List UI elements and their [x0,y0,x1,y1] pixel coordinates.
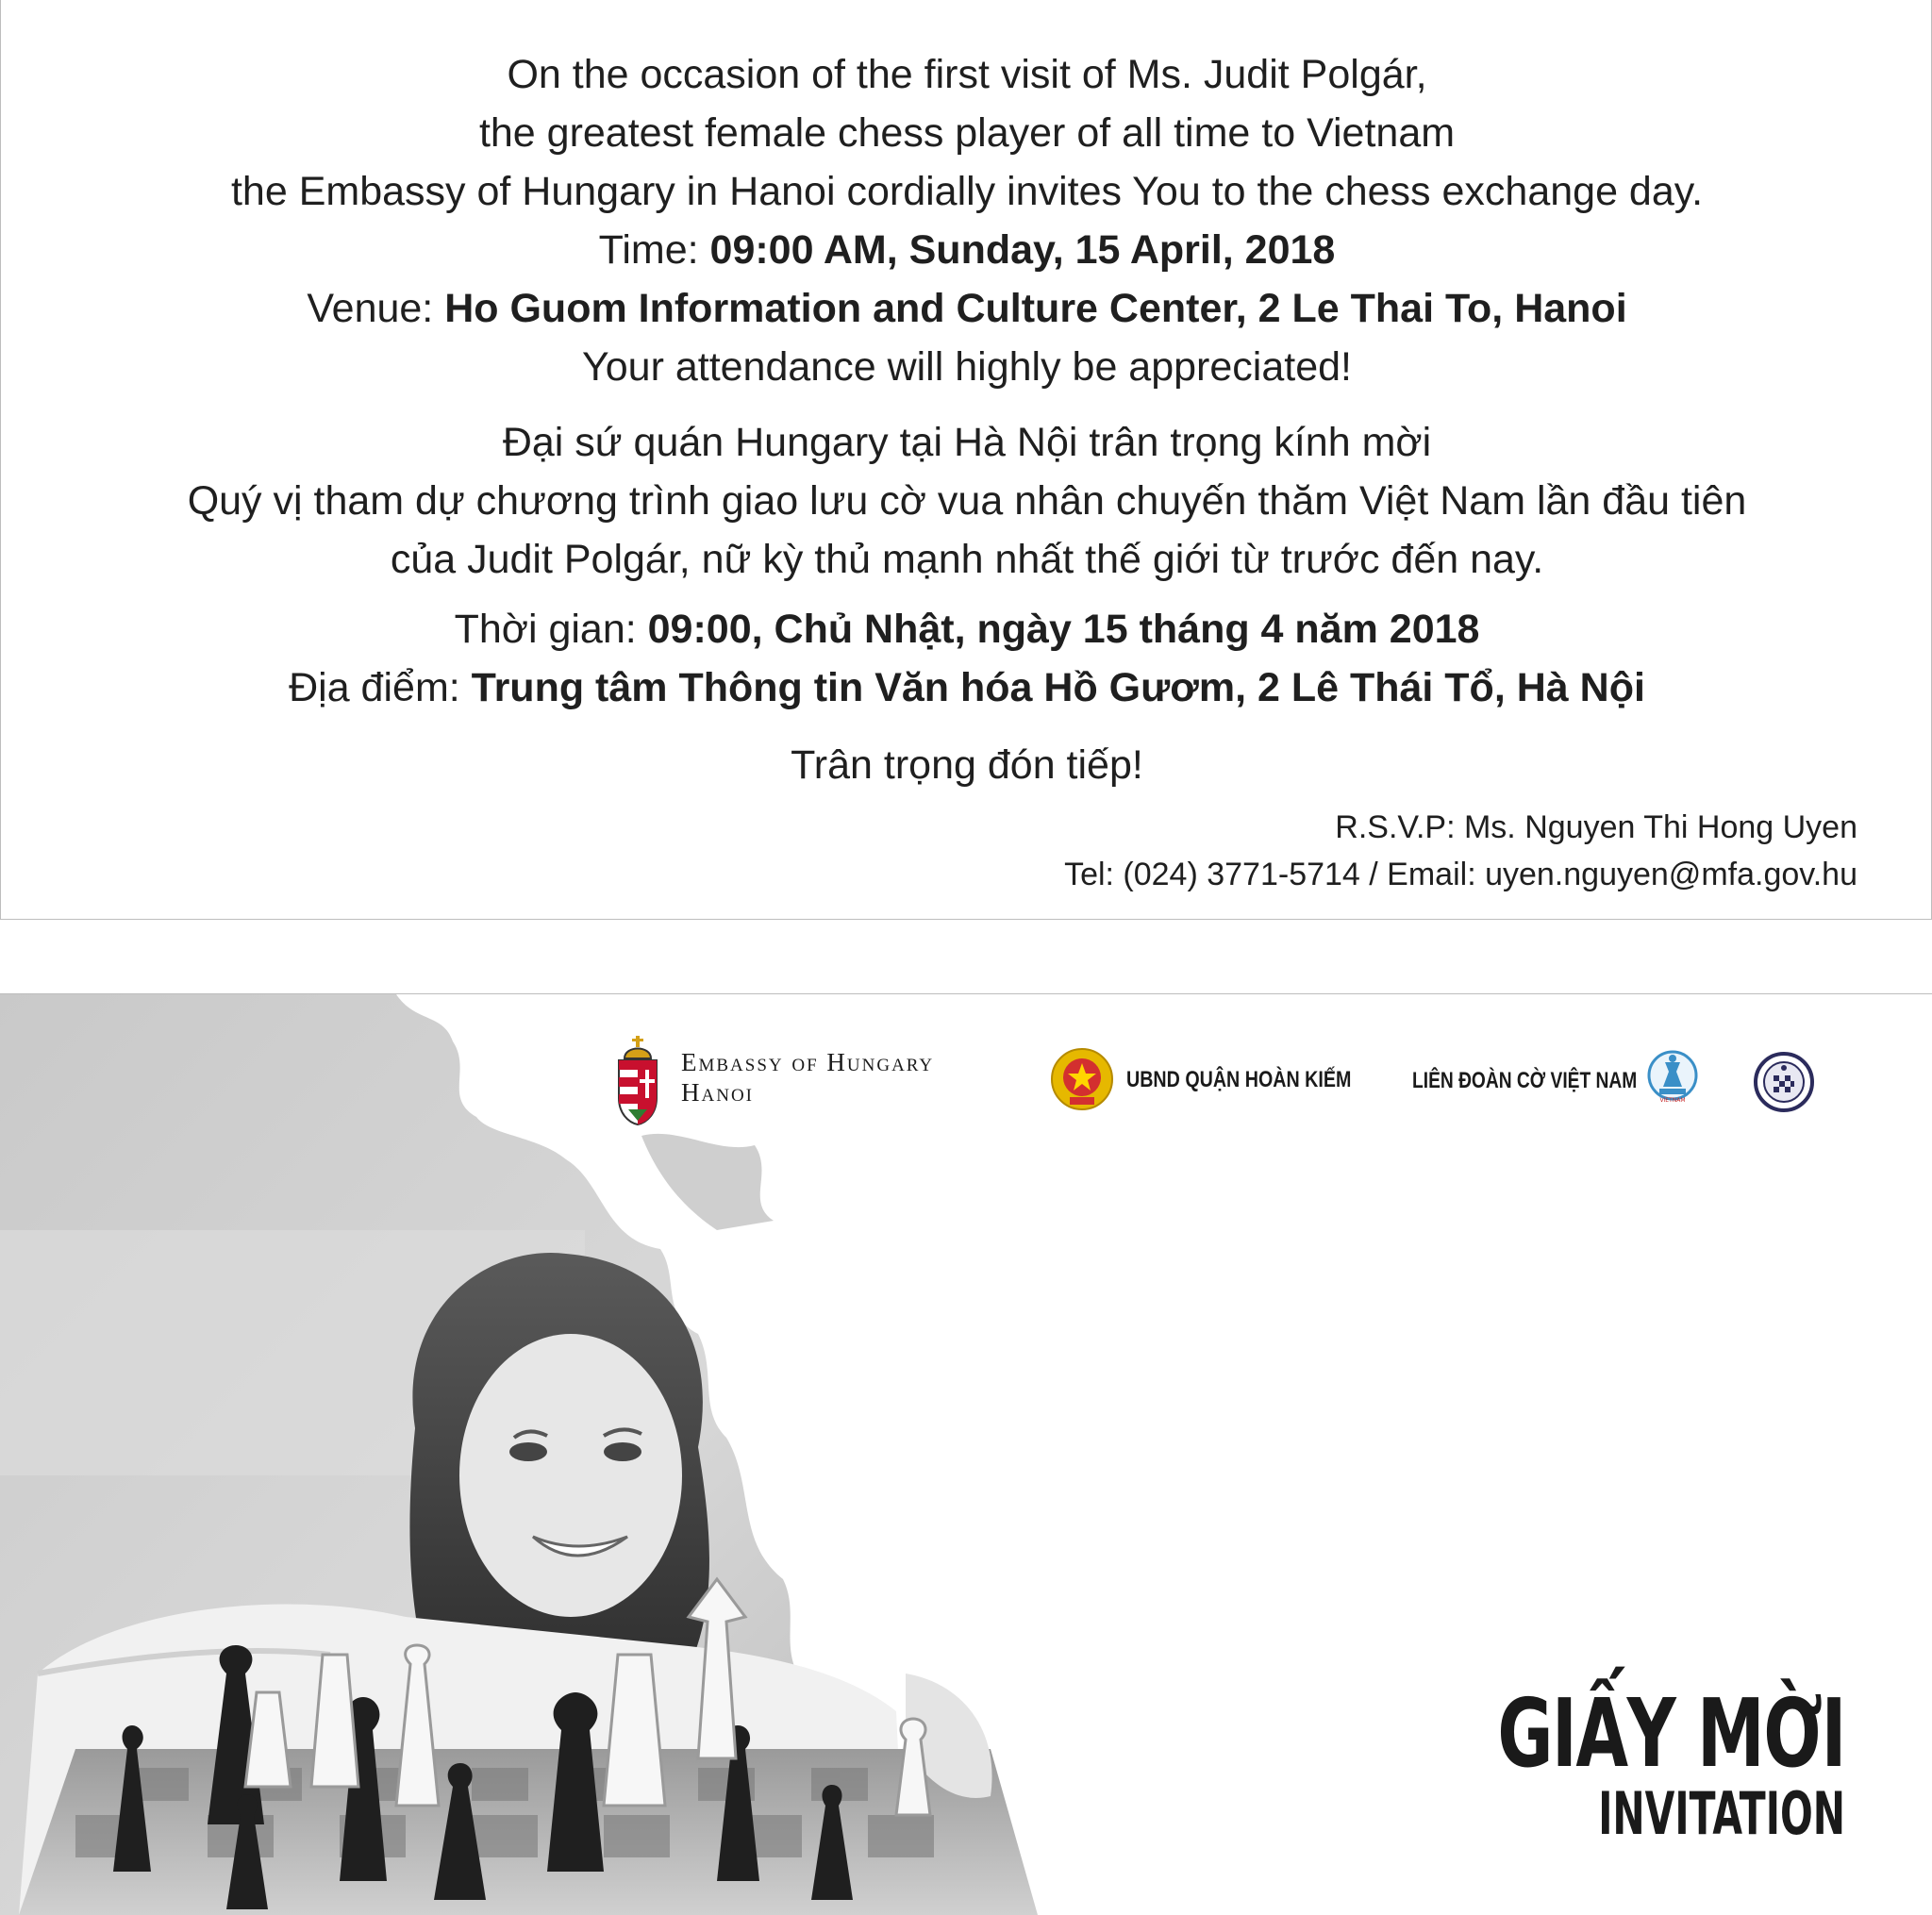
en-closing: Your attendance will highly be appreciated! [582,344,1352,390]
vi-venue [1,658,1932,717]
ubnd-hoan-kiem-logo [1049,1046,1360,1122]
vi-line-3: của Judit Polgár, nữ kỳ thủ mạnh nhất thế giới từ trước đến nay. [390,537,1544,582]
en-time [1,221,1932,279]
invitation-text-card [0,0,1932,920]
vi-line-2: Quý vị tham dự chương trình giao lưu cờ vua nhân chuyến thăm Việt Nam lần đầu tiên [187,478,1747,524]
lien-doan-label: LIÊN ĐOÀN CỜ VIỆT NAM [1412,1068,1638,1093]
invitation-body [1,45,1932,794]
en-venue-value: Ho Guom Information and Culture Center, 2 Le Thai To, Hanoi [444,286,1627,331]
en-line-3: the Embassy of Hungary in Hanoi cordially invites You to the chess exchange day. [230,169,1704,214]
rsvp-block [1064,804,1857,898]
vi-venue-value: Trung tâm Thông tin Văn hóa Hồ Gươm, 2 Lê Thái Tổ, Hà Nội [471,665,1645,710]
chess-club-seal-icon [1753,1051,1815,1113]
ubnd-label: UBND QUẬN HOÀN KIẾM [1126,1067,1352,1092]
en-venue-label: Venue: [307,286,445,331]
vi-venue-label: Địa điểm: [289,665,472,710]
chess-federation-badge-text: VIETNAM [1659,1097,1686,1104]
vi-time-label: Thời gian: [454,607,648,652]
en-line-2: the greatest female chess player of all time to Vietnam [478,110,1456,156]
en-time-value: 09:00 AM, Sunday, 15 April, 2018 [709,227,1336,273]
vi-time [1,600,1932,658]
invitation-cover-card [0,993,1932,1915]
chess-federation-badge-icon [1646,1049,1699,1106]
embassy-name [681,1047,934,1107]
en-time-label: Time: [598,227,710,273]
rsvp-contact: R.S.V.P: Ms. Nguyen Thi Hong Uyen [1335,809,1857,845]
invitation-title [1362,1678,1845,1848]
title-vietnamese: GIẤY MỜI [1497,1678,1845,1789]
vi-line-1: Đại sứ quán Hungary tại Hà Nội trân trọng kính mời [502,420,1432,465]
vi-closing: Trân trọng đón tiếp! [791,742,1143,788]
embassy-line-2: Hanoi [681,1078,754,1107]
en-venue [1,279,1932,338]
title-english: INVITATION [1598,1779,1845,1848]
en-line-1: On the occasion of the first visit of Ms. Judit Polgár, [507,52,1427,97]
vi-time-value: 09:00, Chủ Nhật, ngày 15 tháng 4 năm 2018 [647,607,1480,652]
vietnam-chess-federation-logo [1412,1049,1705,1124]
hungary-coat-of-arms-icon [613,1032,662,1126]
partner-logos [0,994,1932,1183]
embassy-line-1: Embassy of Hungary [681,1048,935,1076]
rsvp-phone-email: Tel: (024) 3771-5714 / Email: uyen.nguyen@mfa.gov.hu [1064,857,1857,892]
embassy-of-hungary-logo [613,1032,991,1136]
vietnam-emblem-icon [1049,1046,1115,1112]
